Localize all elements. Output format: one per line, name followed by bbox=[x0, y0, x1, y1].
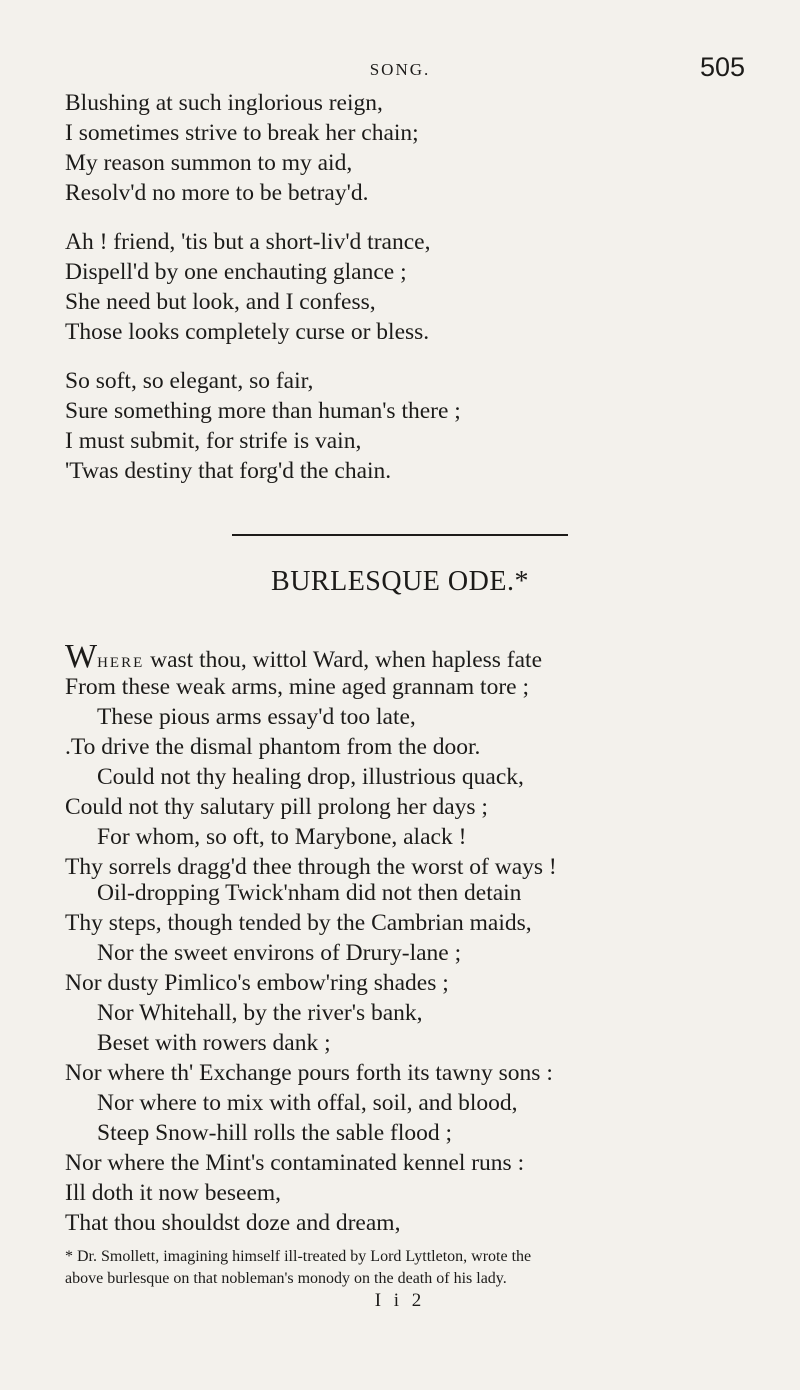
verse-line: Could not thy salutary pill prolong her days ; bbox=[65, 794, 488, 820]
ode-first-line bbox=[65, 638, 765, 675]
verse-line: Sure something more than human's there ; bbox=[65, 398, 461, 424]
verse-line: So soft, so elegant, so fair, bbox=[65, 368, 314, 394]
verse-line: 'Twas destiny that forg'd the chain. bbox=[65, 458, 392, 484]
verse-line: Thy steps, though tended by the Cambrian maids, bbox=[65, 910, 532, 936]
verse-line: From these weak arms, mine aged grannam tore ; bbox=[65, 674, 529, 700]
ode-title: BURLESQUE ODE.* bbox=[271, 566, 529, 597]
verse-line: Blushing at such inglorious reign, bbox=[65, 90, 383, 116]
page-number: 505 bbox=[699, 52, 745, 82]
ode-stanza-1 bbox=[65, 638, 765, 882]
verse-line: Steep Snow-hill rolls the sable flood ; bbox=[97, 1120, 453, 1146]
verse-line: Nor dusty Pimlico's embow'ring shades ; bbox=[65, 970, 449, 996]
section-divider bbox=[232, 534, 568, 536]
verse-line: That thou shouldst doze and dream, bbox=[65, 1210, 401, 1236]
verse-line: Nor Whitehall, by the river's bank, bbox=[97, 1000, 423, 1026]
verse-line: My reason summon to my aid, bbox=[65, 150, 353, 176]
verse-line: Those looks completely curse or bless. bbox=[65, 319, 430, 345]
song-stanza-3 bbox=[65, 366, 765, 486]
verse-line: Resolv'd no more to be betray'd. bbox=[65, 180, 369, 206]
verse-line: Ill doth it now beseem, bbox=[65, 1180, 282, 1206]
verse-line: Nor where the Mint's contaminated kennel runs : bbox=[65, 1150, 525, 1176]
song-stanza-1 bbox=[65, 88, 765, 208]
verse-line: I sometimes strive to break her chain; bbox=[65, 120, 419, 146]
verse-line-rest: wast thou, wittol Ward, when hapless fate bbox=[144, 647, 543, 673]
verse-line: Nor the sweet environs of Drury-lane ; bbox=[97, 940, 462, 966]
footnote-line-2: above burlesque on that nobleman's monody on the death of his lady. bbox=[65, 1270, 507, 1287]
verse-line: Nor where to mix with offal, soil, and blood, bbox=[97, 1090, 518, 1116]
verse-line: I must submit, for strife is vain, bbox=[65, 428, 362, 454]
verse-line: She need but look, and I confess, bbox=[65, 289, 376, 315]
verse-line: Dispell'd by one enchauting glance ; bbox=[65, 259, 407, 285]
ode-stanza-2 bbox=[65, 878, 765, 1238]
verse-line: .To drive the dismal phantom from the door. bbox=[65, 734, 481, 760]
drop-cap: W bbox=[65, 638, 98, 675]
verse-line: Ah ! friend, 'tis but a short-liv'd trance, bbox=[65, 229, 431, 255]
footnote bbox=[65, 1246, 780, 1290]
song-stanza-2 bbox=[65, 227, 765, 347]
footnote-line-1: * Dr. Smollett, imagining himself ill-treated by Lord Lyttleton, wrote the bbox=[65, 1248, 532, 1265]
verse-line: Could not thy healing drop, illustrious quack, bbox=[97, 764, 524, 790]
verse-line: Thy sorrels dragg'd thee through the worst of ways ! bbox=[65, 854, 557, 880]
verse-line: For whom, so oft, to Marybone, alack ! bbox=[97, 824, 467, 850]
verse-line: These pious arms essay'd too late, bbox=[97, 704, 416, 730]
small-caps-word: HERE bbox=[97, 655, 145, 671]
verse-line: Oil-dropping Twick'nham did not then detain bbox=[97, 880, 522, 906]
signature-mark: I i 2 bbox=[374, 1290, 426, 1311]
verse-line: Beset with rowers dank ; bbox=[97, 1030, 331, 1056]
running-head: SONG. bbox=[369, 60, 431, 79]
verse-line: Nor where th' Exchange pours forth its tawny sons : bbox=[65, 1060, 553, 1086]
